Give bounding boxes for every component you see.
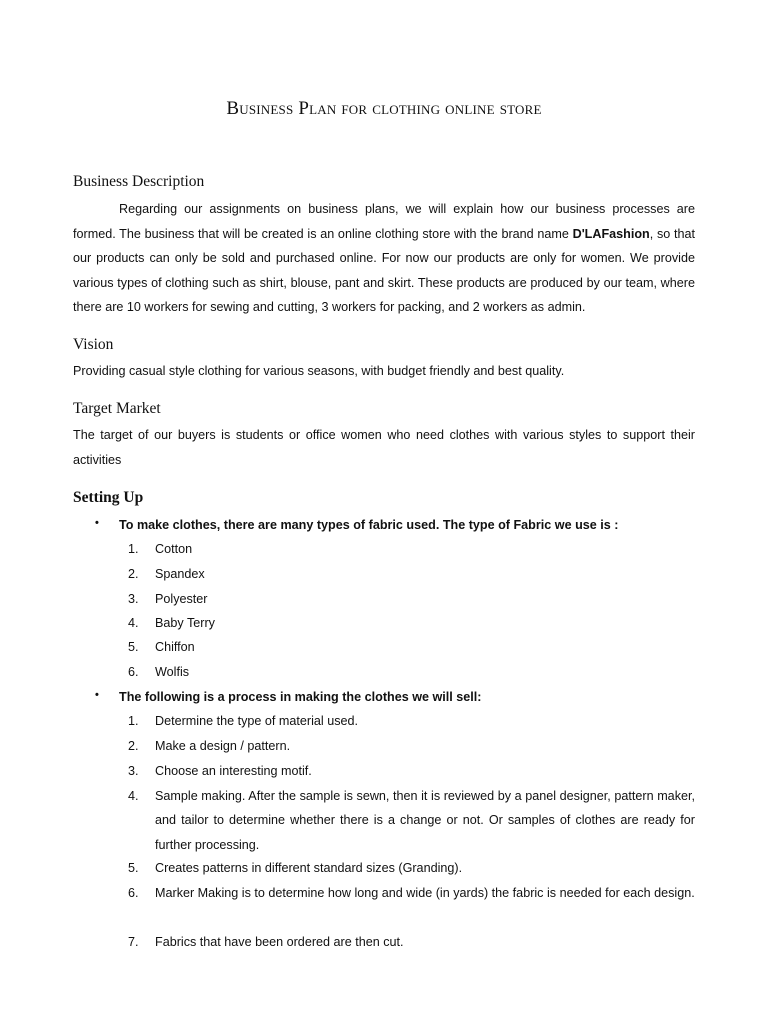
list-number: 5.: [128, 861, 139, 875]
bullet-icon: •: [95, 689, 99, 701]
list-number: 4.: [128, 789, 139, 803]
list-item-text: Marker Making is to determine how long and wide (in yards) the fabric is needed for each design.: [155, 886, 695, 900]
brand-name: D'LAFashion: [572, 226, 650, 241]
list-item-text: Spandex: [155, 567, 205, 581]
list-item-text: Baby Terry: [155, 616, 215, 630]
list-item-text: Determine the type of material used.: [155, 714, 359, 728]
document-title: Business Plan for clothing online store: [226, 98, 542, 119]
list-number: 1.: [128, 714, 139, 728]
vision-heading: Vision: [73, 336, 114, 353]
list-number: 5.: [128, 640, 139, 654]
list-number: 4.: [128, 616, 139, 630]
bullet-icon: •: [95, 517, 99, 529]
list-item-text: Make a design / pattern.: [155, 739, 291, 753]
list-item-text: Choose an interesting motif.: [155, 764, 312, 778]
list-number: 3.: [128, 764, 139, 778]
list-number: 1.: [128, 542, 139, 556]
fabric-intro-text: To make clothes, there are many types of fabric used. The type of Fabric we use is :: [119, 518, 619, 532]
process-intro-text: The following is a process in making the clothes we will sell:: [119, 690, 482, 704]
list-number: 7.: [128, 935, 139, 949]
business-description-text: [73, 197, 695, 320]
list-number: 6.: [128, 886, 139, 900]
target-market-heading: Target Market: [73, 400, 161, 417]
list-item-text: Fabrics that have been ordered are then cut.: [155, 935, 404, 949]
business-description-text-a: Regarding our assignments on business plans, we will explain how our business processes are formed. The business that will be created is an online clothing store with the brand name: [73, 202, 695, 241]
list-item-text: Creates patterns in different standard sizes (Granding).: [155, 861, 463, 875]
business-description-heading: Business Description: [73, 173, 205, 190]
list-number: 3.: [128, 592, 139, 606]
vision-text: Providing casual style clothing for various seasons, with budget friendly and best quality.: [73, 364, 565, 378]
list-number: 6.: [128, 665, 139, 679]
list-item-text: Sample making. After the sample is sewn, then it is reviewed by a panel designer, pattern maker, and tailor to determine whether there is a change or not. Or samples of clothes are ready for further processing.: [155, 789, 695, 852]
list-item-text: Cotton: [155, 542, 193, 556]
list-number: 2.: [128, 739, 139, 753]
list-item-text: Wolfis: [155, 665, 190, 679]
business-description-text-b: , so that our products can only be sold and purchased online. For now our products are only for women. We provide various types of clothing such as shirt, blouse, pant and skirt. These products are produced by our team, where there are 10 workers for sewing and cutting, 3 workers for packing, and 2 workers as admin.: [73, 226, 695, 315]
list-item-text: Polyester: [155, 592, 208, 606]
setting-up-heading: Setting Up: [73, 489, 144, 506]
list-item-text: Chiffon: [155, 640, 195, 654]
target-market-text: The target of our buyers is students or office women who need clothes with various styles to support their activities: [73, 428, 695, 467]
list-number: 2.: [128, 567, 139, 581]
